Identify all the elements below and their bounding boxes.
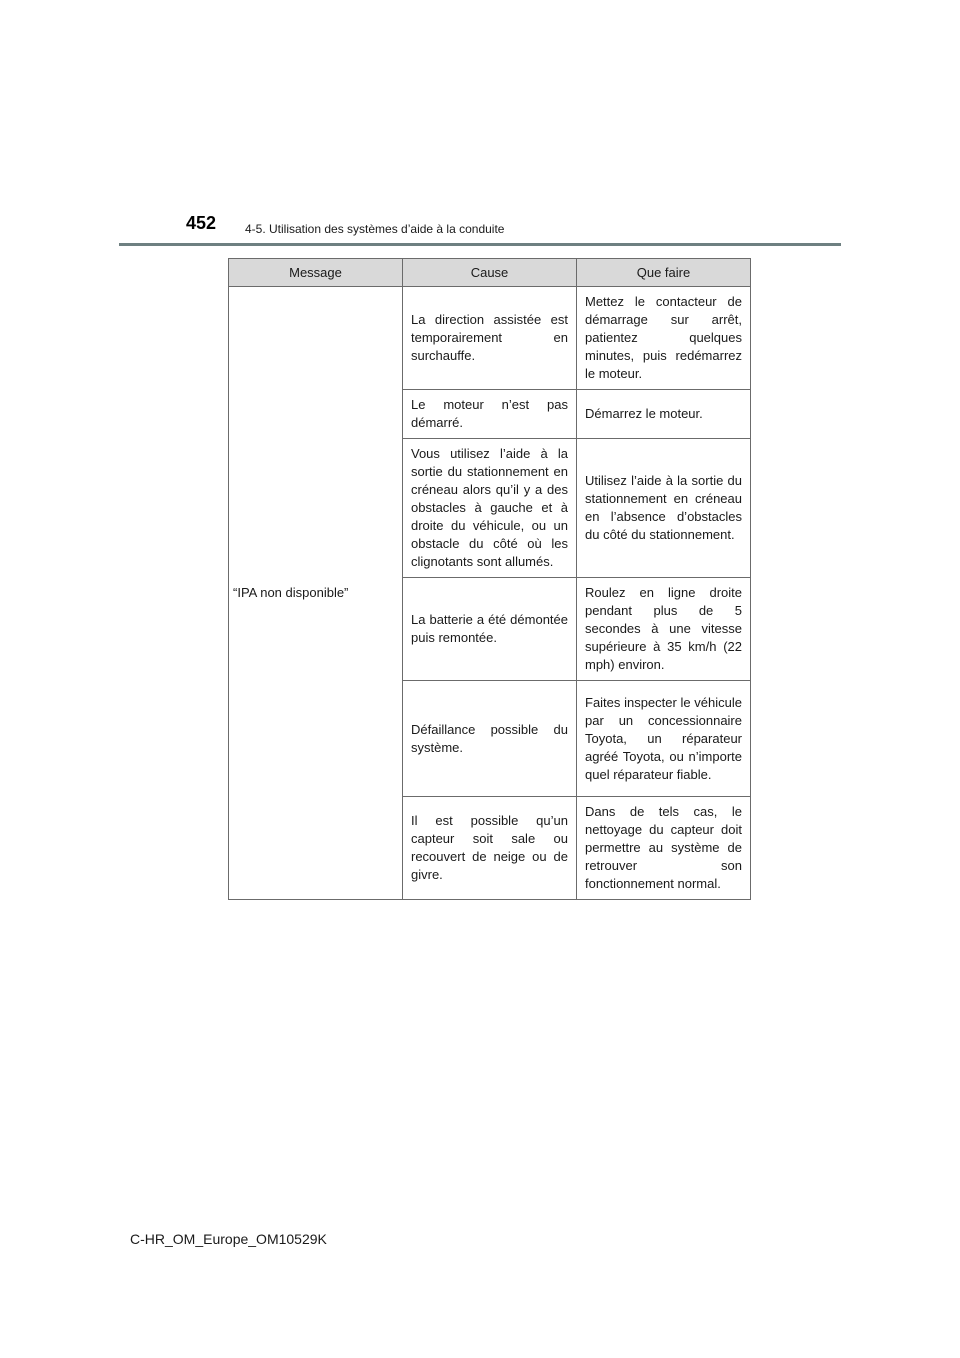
action-cell: Mettez le contacteur de démarrage sur arrêt, patientez quelques minutes, puis redémarrez le moteur.	[577, 287, 751, 390]
document-id: C-HR_OM_Europe_OM10529K	[130, 1231, 327, 1247]
cause-cell: Il est possible qu’un capteur soit sale ou recouvert de neige ou de givre.	[403, 797, 577, 900]
table-row	[229, 287, 751, 390]
header-rule	[119, 243, 841, 246]
message-cell: “IPA non disponible”	[229, 287, 403, 900]
section-title: 4-5. Utilisation des systèmes d’aide à la conduite	[245, 222, 505, 236]
action-cell: Démarrez le moteur.	[577, 390, 751, 439]
column-header-action: Que faire	[577, 259, 751, 287]
table-header-row	[229, 259, 751, 287]
cause-cell: La batterie a été démontée puis remontée.	[403, 578, 577, 681]
action-cell: Dans de tels cas, le nettoyage du capteur doit permettre au système de retrouver son fonctionnement normal.	[577, 797, 751, 900]
column-header-message: Message	[229, 259, 403, 287]
cause-cell: Défaillance possible du système.	[403, 681, 577, 797]
action-cell: Faites inspecter le véhicule par un concessionnaire Toyota, un réparateur agréé Toyota, ou n’importe quel réparateur fiable.	[577, 681, 751, 797]
message-table	[228, 258, 751, 900]
cause-cell: Le moteur n’est pas démarré.	[403, 390, 577, 439]
cause-cell: La direction assistée est temporairement en surchauffe.	[403, 287, 577, 390]
column-header-cause: Cause	[403, 259, 577, 287]
action-cell: Roulez en ligne droite pendant plus de 5 secondes à une vitesse supérieure à 35 km/h (22 mph) environ.	[577, 578, 751, 681]
action-cell: Utilisez l’aide à la sortie du stationnement en créneau en l’absence d’obstacles du côté du stationnement.	[577, 439, 751, 578]
cause-cell: Vous utilisez l’aide à la sortie du stationnement en créneau alors qu’il y a des obstacles à gauche et à droite du véhicule, ou un obstacle du côté où les clignotants sont allumés.	[403, 439, 577, 578]
page-number: 452	[186, 213, 217, 233]
